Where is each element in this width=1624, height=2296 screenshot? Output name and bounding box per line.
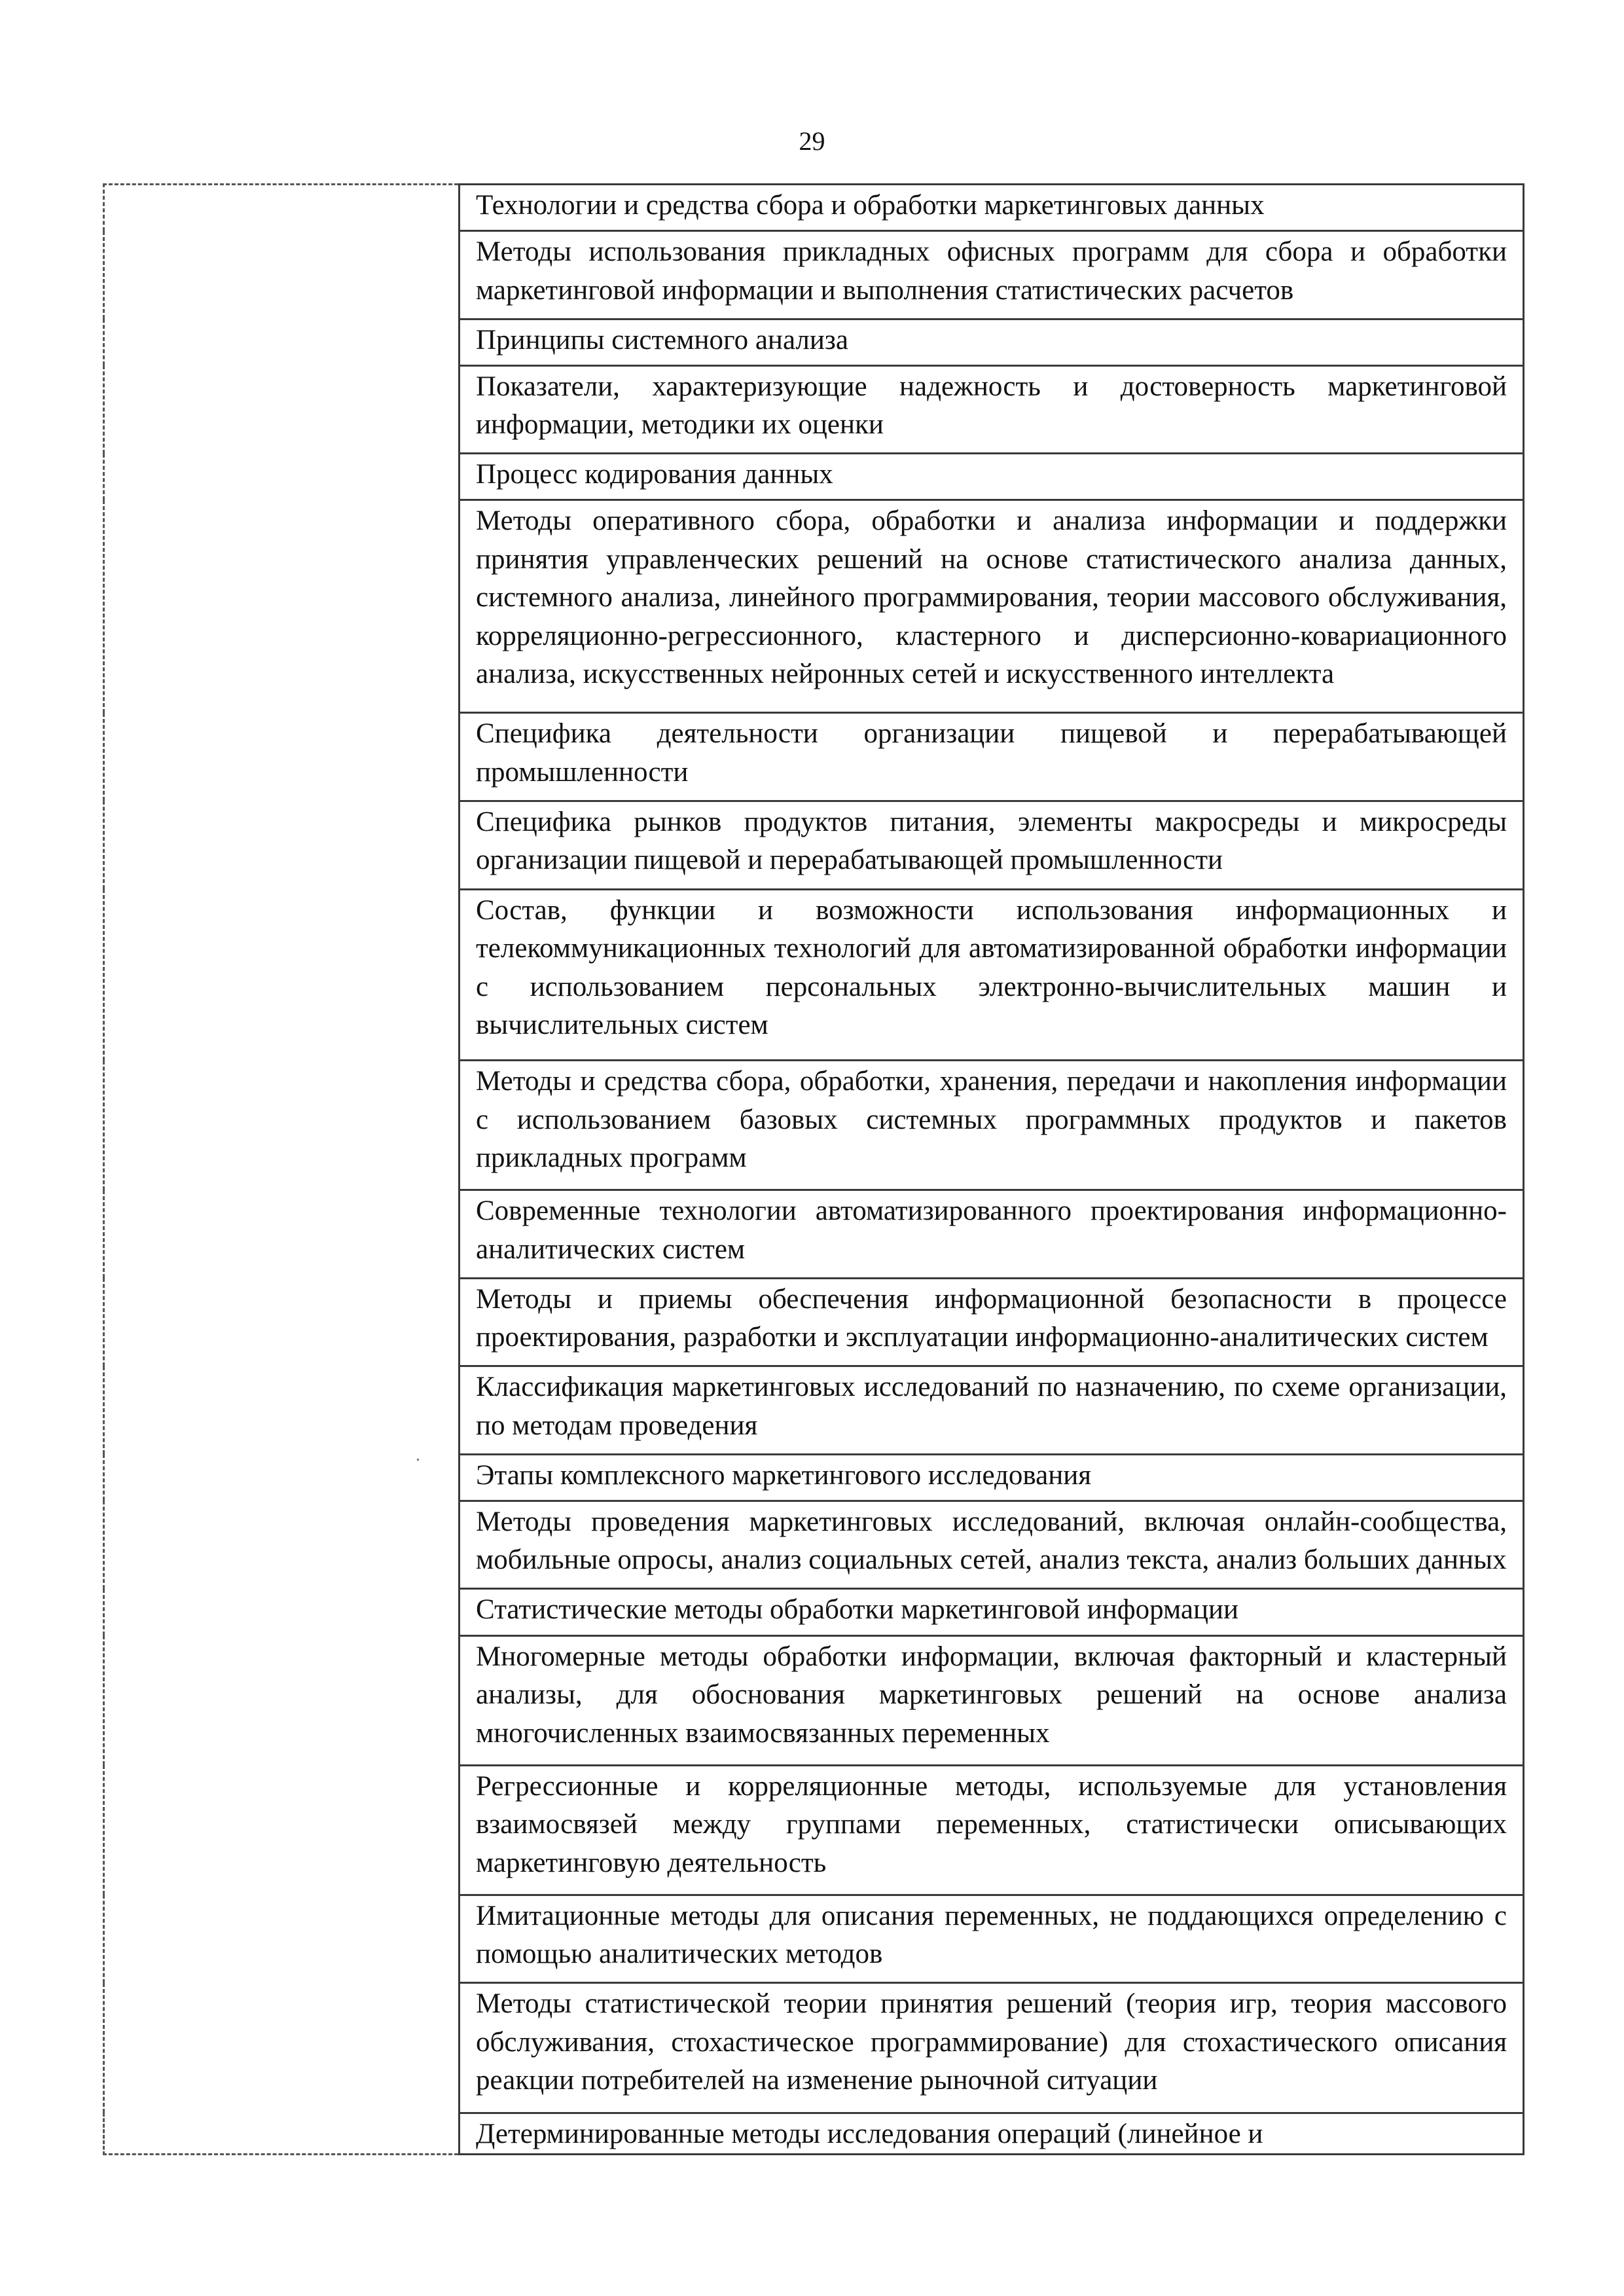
knowledge-item-cell: Технологии и средства сбора и обработки маркетинговых данных: [460, 185, 1524, 231]
knowledge-item-cell: Методы и приемы обеспечения информационной безопасности в процессе проектирования, разработки и эксплуатации информационно-аналитических систем: [460, 1278, 1524, 1366]
requirements-table: [103, 183, 1525, 2155]
knowledge-item-cell: Многомерные методы обработки информации, включая факторный и кластерный анализы, для обоснования маркетинговых решений на основе анализа многочисленных взаимосвязанных переменных: [460, 1635, 1524, 1765]
knowledge-item-cell: Методы оперативного сбора, обработки и анализа информации и поддержки принятия управленческих решений на основе статистического анализа данных, системного анализа, линейного программирования, теории массового обслуживания, корреляционно-регрессионного, кластерного и дисперсионно-ковариационного анализа, искусственных нейронных сетей и искусственного интеллекта: [460, 500, 1524, 713]
knowledge-item-cell: Показатели, характеризующие надежность и достоверность маркетинговой информации, методики их оценки: [460, 365, 1524, 454]
knowledge-item-cell: Специфика деятельности организации пищевой и перерабатывающей промышленности: [460, 713, 1524, 801]
table-row: [104, 185, 1524, 231]
knowledge-item-cell: Детерминированные методы исследования операций (линейное и: [460, 2113, 1524, 2155]
knowledge-item-cell: Методы статистической теории принятия решений (теория игр, теория массового обслуживания, стохастическое программирование) для стохастического описания реакции потребителей на изменение рыночной ситуации: [460, 1983, 1524, 2113]
knowledge-item-cell: Методы использования прикладных офисных программ для сбора и обработки маркетинговой информации и выполнения статистических расчетов: [460, 231, 1524, 319]
scan-speck: [417, 1459, 419, 1461]
knowledge-item-cell: Специфика рынков продуктов питания, элементы макросреды и микросреды организации пищевой и перерабатывающей промышленности: [460, 801, 1524, 889]
knowledge-item-cell: Процесс кодирования данных: [460, 454, 1524, 500]
knowledge-item-cell: Классификация маркетинговых исследований по назначению, по схеме организации, по методам проведения: [460, 1366, 1524, 1455]
knowledge-item-cell: Методы и средства сбора, обработки, хранения, передачи и накопления информации с использованием базовых системных программных продуктов и пакетов прикладных программ: [460, 1061, 1524, 1190]
left-column-cell: [104, 185, 460, 2155]
knowledge-item-cell: Принципы системного анализа: [460, 319, 1524, 365]
knowledge-item-cell: Методы проведения маркетинговых исследований, включая онлайн-сообщества, мобильные опросы, анализ социальных сетей, анализ текста, анализ больших данных: [460, 1501, 1524, 1589]
knowledge-item-cell: Этапы комплексного маркетингового исследования: [460, 1454, 1524, 1501]
knowledge-item-cell: Имитационные методы для описания переменных, не поддающихся определению с помощью аналитических методов: [460, 1895, 1524, 1983]
knowledge-item-cell: Статистические методы обработки маркетинговой информации: [460, 1589, 1524, 1635]
knowledge-item-cell: Состав, функции и возможности использования информационных и телекоммуникационных технологий для автоматизированной обработки информации с использованием персональных электронно-вычислительных машин и вычислительных систем: [460, 889, 1524, 1061]
knowledge-item-cell: Регрессионные и корреляционные методы, используемые для установления взаимосвязей между группами переменных, статистически описывающих маркетинговую деятельность: [460, 1765, 1524, 1895]
knowledge-item-cell: Современные технологии автоматизированного проектирования информационно-аналитических систем: [460, 1190, 1524, 1279]
page-number: 29: [799, 126, 825, 156]
